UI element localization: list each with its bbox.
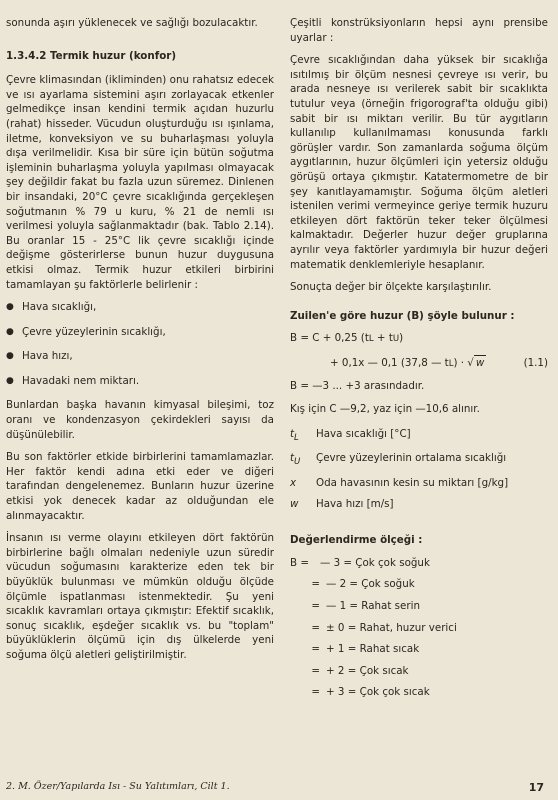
equation-line-1: B = C + 0,25 (t L + t U ) xyxy=(290,332,404,345)
page-footer xyxy=(6,781,544,794)
paragraph-3: Bu son faktörler etkide birbirlerini tamamlamazlar. Her faktör kendi adına etki eder ve diğeri tarafından dengelenemez. Bunların huzur üzerine etkisi yok denecek kadar az olduğundan ele alınmayacaktır. xyxy=(6,451,274,522)
left-column xyxy=(6,16,274,671)
variable-row: $t_U$ Çevre yüzeylerinin ortalama sıcaklığı xyxy=(290,452,507,468)
list-item: ● Çevre yüzeylerinin sıcaklığı, xyxy=(6,325,274,340)
variable-row: w Hava hızı [m/s] xyxy=(290,497,394,510)
paragraph-principle: Çeşitli konstrüksiyonların hepsi aynı prensibe uyarlar : xyxy=(290,17,548,44)
equation-range: B = —3 ... +3 arasındadır. xyxy=(290,380,425,393)
variable-row: x Oda havasının kesin su miktarı [g/kg] xyxy=(290,476,509,489)
scale-row: = ± 0 = Rahat, huzur verici xyxy=(311,621,457,634)
list-item: ● Hava hızı, xyxy=(6,349,274,364)
list-item: ● Havadaki nem miktarı. xyxy=(6,374,274,389)
paragraph-measurement: Çevre sıcaklığından daha yüksek bir sıcaklığa ısıtılmış bir ölçüm nesnesi çevreye ısı verir, bu arada nesneye ısı verilerek sabit bir sıcaklıkta tutulur veya (örneğin frigorograf'ta olduğu gibi) sabit bir ısı miktarı verilir. Bu tür aygıtların kullanılıp kullanılmaması konusunda farklı görüşler vardır. Son zamanlarda soğuma ölçüm aygıtlarının, huzur ölçümleri için yetersiz olduğu görüşü ortaya çıkmıştır. Katatermometre de bir şey kanıtlayamamıştır. Soğuma ölçüm aletleri istenilen verimi vermeyince geriye termik huzuru etkileyen dört faktörün teker teker ölçülmesi kalmaktadır. Değerler huzur değer gruplarına ayrılır veya faktörler yardımıyla bir huzur değeri matematik denklemleriyle hesaplanır. xyxy=(290,54,548,271)
book-reference: 2. M. Özer/Yapılarda Isı - Su Yalıtımları, Cilt 1. xyxy=(6,781,230,792)
equation-block xyxy=(290,331,548,416)
paragraph-result: Sonuçta değer bir ölçekte karşılaştırılır. xyxy=(290,281,492,294)
page-number: 17 xyxy=(528,781,544,794)
variable-row: $t_L$ Hava sıcaklığı [°C] xyxy=(290,427,411,443)
scale-row: = + 2 = Çok sıcak xyxy=(311,664,409,677)
intro-paragraph: sonunda aşırı yüklenecek ve sağlığı bozulacaktır. xyxy=(6,17,258,29)
scale-row: B = — 3 = Çok çok soğuk xyxy=(290,556,430,569)
section-heading: 1.3.4.2 Termik huzur (konfor) xyxy=(6,49,177,62)
scale-row: = — 1 = Rahat serin xyxy=(311,599,420,612)
right-column xyxy=(290,16,548,707)
scale-row: = — 2 = Çok soğuk xyxy=(311,578,415,591)
equation-number: (1.1) xyxy=(523,356,548,369)
paragraph-4: İnsanın ısı verme olayını etkileyen dört faktörün birbirlerine bağlı olmaları nedeniyle uzun süredir vücudun soğumasını karakterize eden tek bir büyüklük bulunması ve mümkün olduğu ölçüde ölçümle ispatlanması istenmektedir. Şu yeni sıcaklık kavramları ortaya çıkmıştır: Efektif sıcaklık, sonuç sıcaklık, eşdeğer sıcaklık vs. bu "toplam" büyüklüklerin ölçümü için dış ülkelerde yeni soğuma ölçü aletleri geliştirilmiştir. xyxy=(6,532,274,661)
paragraph-1: Çevre klimasından (ikliminden) onu rahatsız edecek ve ısı ayarlama sistemini aşırı zorlayacak etkenler gelmedikçe insan kendini termik açıdan huzurlu (rahat) hisseder. Vücudun oluşturduğu ısı ışınlama, iletme, konveksiyon ve su buharlaşması yoluyla dışa verilmelidir. Kısa bir süre için bütün soğutma işleminin buharlaşma yoluyla yapılması olmayacak şey değildir fakat bu fazla uzun süremez. Dinlenen bir insandaki, 20°C çevre sıcaklığında gerçekleşen soğutmanın % 79 u kuru, % 21 de nemli ısı verilmesi yoluyla sağlanmaktadır (bak. Tablo 2.14). Bu oranlar 15 - 25°C lik çevre sıcaklığı içinde değişme gösterirlerse bunun huzur duygusuna etkisi olmaz. Termik huzur etkileri birbirini tamamlayan şu faktörlerle belirlenir : xyxy=(6,74,274,291)
zuilen-heading: Zuilen'e göre huzur (B) şöyle bulunur : xyxy=(290,309,515,322)
list-item: ● Hava sıcaklığı, xyxy=(6,300,274,315)
variable-list xyxy=(290,427,548,511)
equation-constant: Kış için C —9,2, yaz için —10,6 alınır. xyxy=(290,403,480,416)
equation-line-2: + 0,1x — 0,1 (37,8 — t L ) · √ w (1.1) xyxy=(330,356,548,369)
factor-list xyxy=(6,300,274,388)
paragraph-2: Bunlardan başka havanın kimyasal bileşimi, toz oranı ve kondenzasyon çekirdekleri sayısı da düşünülebilir. xyxy=(6,399,274,441)
scale-row: = + 3 = Çok çok sıcak xyxy=(311,686,430,699)
scale-title: Değerlendirme ölçeği : xyxy=(290,534,423,547)
evaluation-scale xyxy=(290,556,548,700)
scale-row: = + 1 = Rahat sıcak xyxy=(311,643,420,656)
